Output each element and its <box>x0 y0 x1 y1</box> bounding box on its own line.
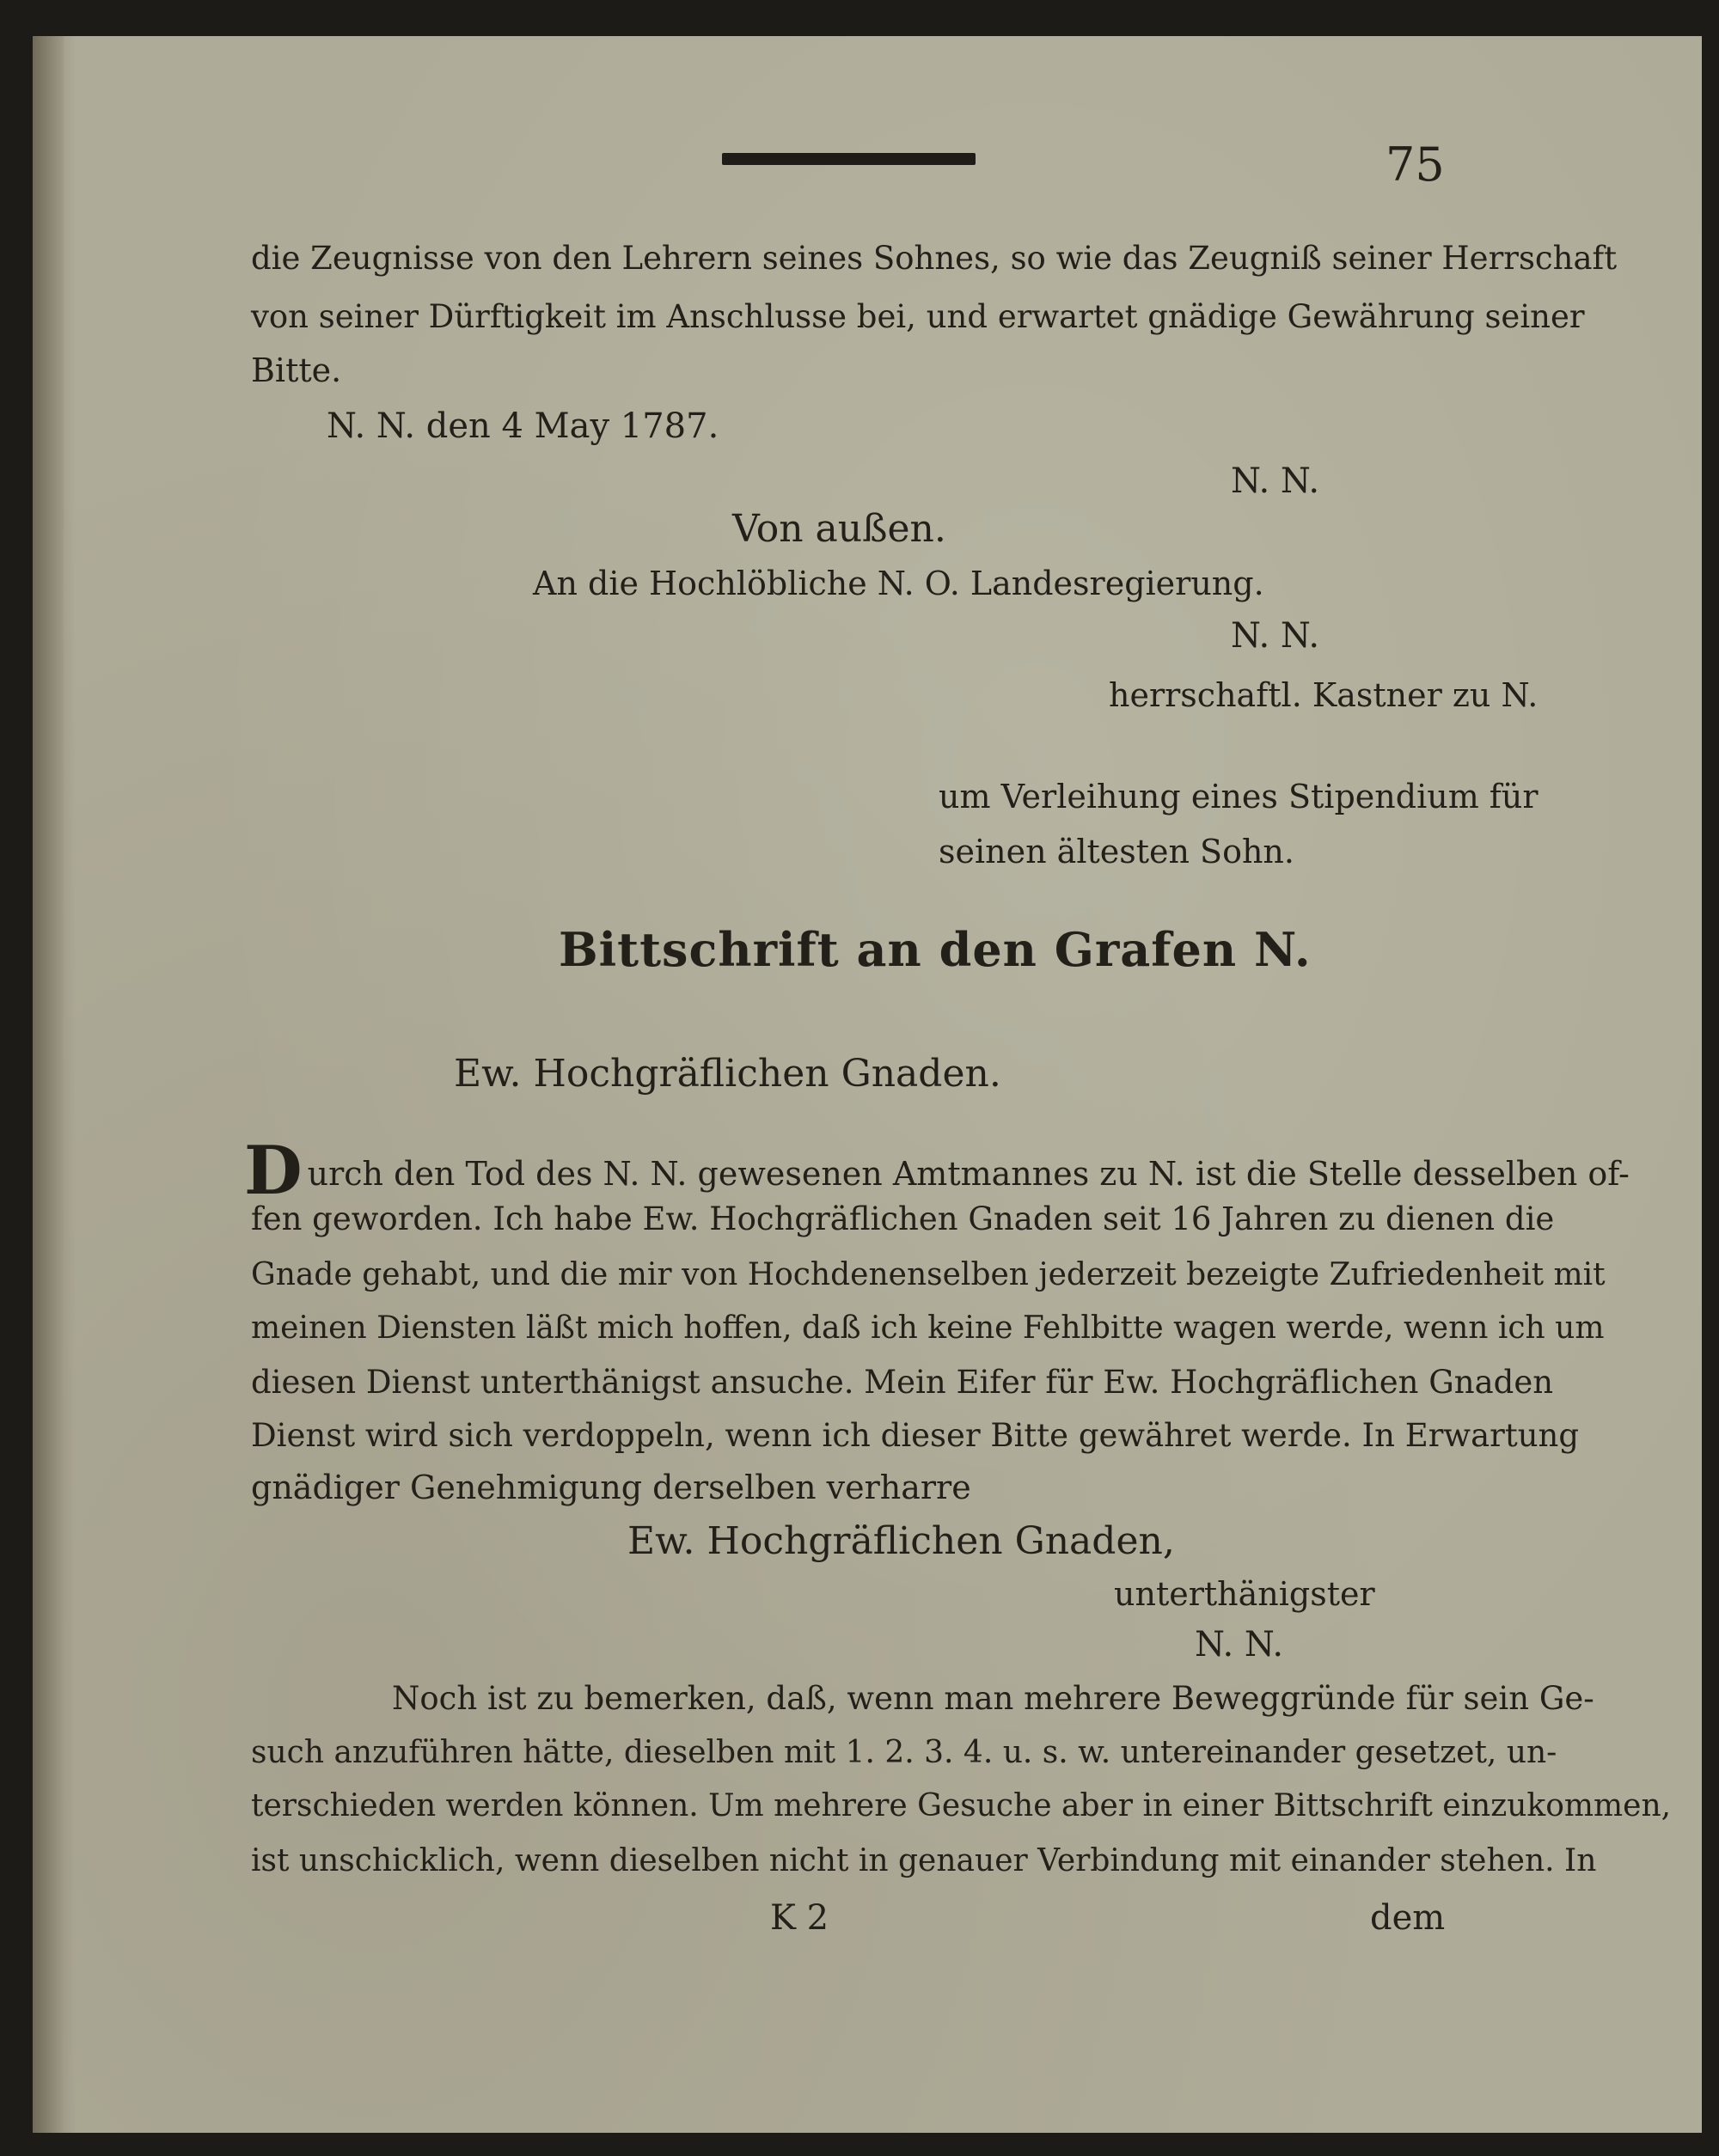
von-aussen: Von außen. <box>732 507 946 551</box>
page-gutter <box>33 36 64 2133</box>
body-line-6: Dienst wird sich verdoppeln, wenn ich dieser Bitte gewähret werde. In Erwartung <box>251 1417 1580 1454</box>
closing-signature: N. N. <box>1195 1625 1284 1664</box>
note-line-3: terschieden werden können. Um mehrere Gesuche aber in einer Bittschrift einzukommen, <box>251 1788 1672 1823</box>
closing-unterthanigster: unterthänigster <box>1114 1575 1375 1613</box>
addressee: An die Hochlöbliche N. O. Landesregierung. <box>533 565 1264 602</box>
page-number: 75 <box>1386 137 1445 192</box>
note-line-1: Noch ist zu bemerken, daß, wenn man mehrere Beweggründe für sein Ge- <box>392 1680 1594 1717</box>
subject-line-1: um Verleihung eines Stipendium für <box>939 778 1539 815</box>
body-line-3: Gnade gehabt, und die mir von Hochdenenselben jederzeit bezeigte Zufriedenheit mit <box>251 1257 1606 1292</box>
sender-signature: N. N. <box>1231 461 1320 501</box>
text-line-2: von seiner Dürftigkeit im Anschlusse bei, und erwartet gnädige Gewährung seiner <box>251 298 1585 335</box>
note-line-2: such anzuführen hätte, dieselben mit 1. 2. 3. 4. u. s. w. untereinander gesetzet, un- <box>251 1735 1557 1770</box>
body-line-7: gnädiger Genehmigung derselben verharre <box>251 1469 971 1506</box>
body-line-1-text: urch den Tod des N. N. gewesenen Amtmannes zu N. ist die Stelle desselben of- <box>307 1155 1630 1193</box>
salutation: Ew. Hochgräflichen Gnaden. <box>454 1052 1001 1096</box>
subject-line-2: seinen ältesten Sohn. <box>939 833 1294 870</box>
body-line-5: diesen Dienst unterthänigst ansuche. Mein Eifer für Ew. Hochgräflichen Gnaden <box>251 1364 1554 1401</box>
signature-mark: K 2 <box>770 1898 829 1938</box>
note-line-4: ist unschicklich, wenn dieselben nicht in genauer Verbindung mit einander stehen. In <box>251 1843 1597 1878</box>
closing-salutation: Ew. Hochgräflichen Gnaden, <box>627 1519 1175 1563</box>
body-line-1 <box>244 1129 1630 1210</box>
drop-initial: D <box>244 1132 303 1210</box>
header-rule <box>722 153 976 165</box>
text-line-1: die Zeugnisse von den Lehrern seines Sohnes, so wie das Zeugniß seiner Herrschaft <box>251 240 1618 277</box>
sender-name: N. N. <box>1231 616 1320 656</box>
section-heading: Bittschrift an den Grafen N. <box>559 922 1312 977</box>
dateline: N. N. den 4 May 1787. <box>327 406 719 446</box>
sender-title: herrschaftl. Kastner zu N. <box>1109 676 1539 714</box>
text-line-3: Bitte. <box>251 351 342 389</box>
body-line-4: meinen Diensten läßt mich hoffen, daß ich keine Fehlbitte wagen werde, wenn ich um <box>251 1310 1605 1346</box>
body-line-2: fen geworden. Ich habe Ew. Hochgräflichen Gnaden seit 16 Jahren zu dienen die <box>251 1200 1555 1237</box>
catchword: dem <box>1370 1898 1446 1938</box>
